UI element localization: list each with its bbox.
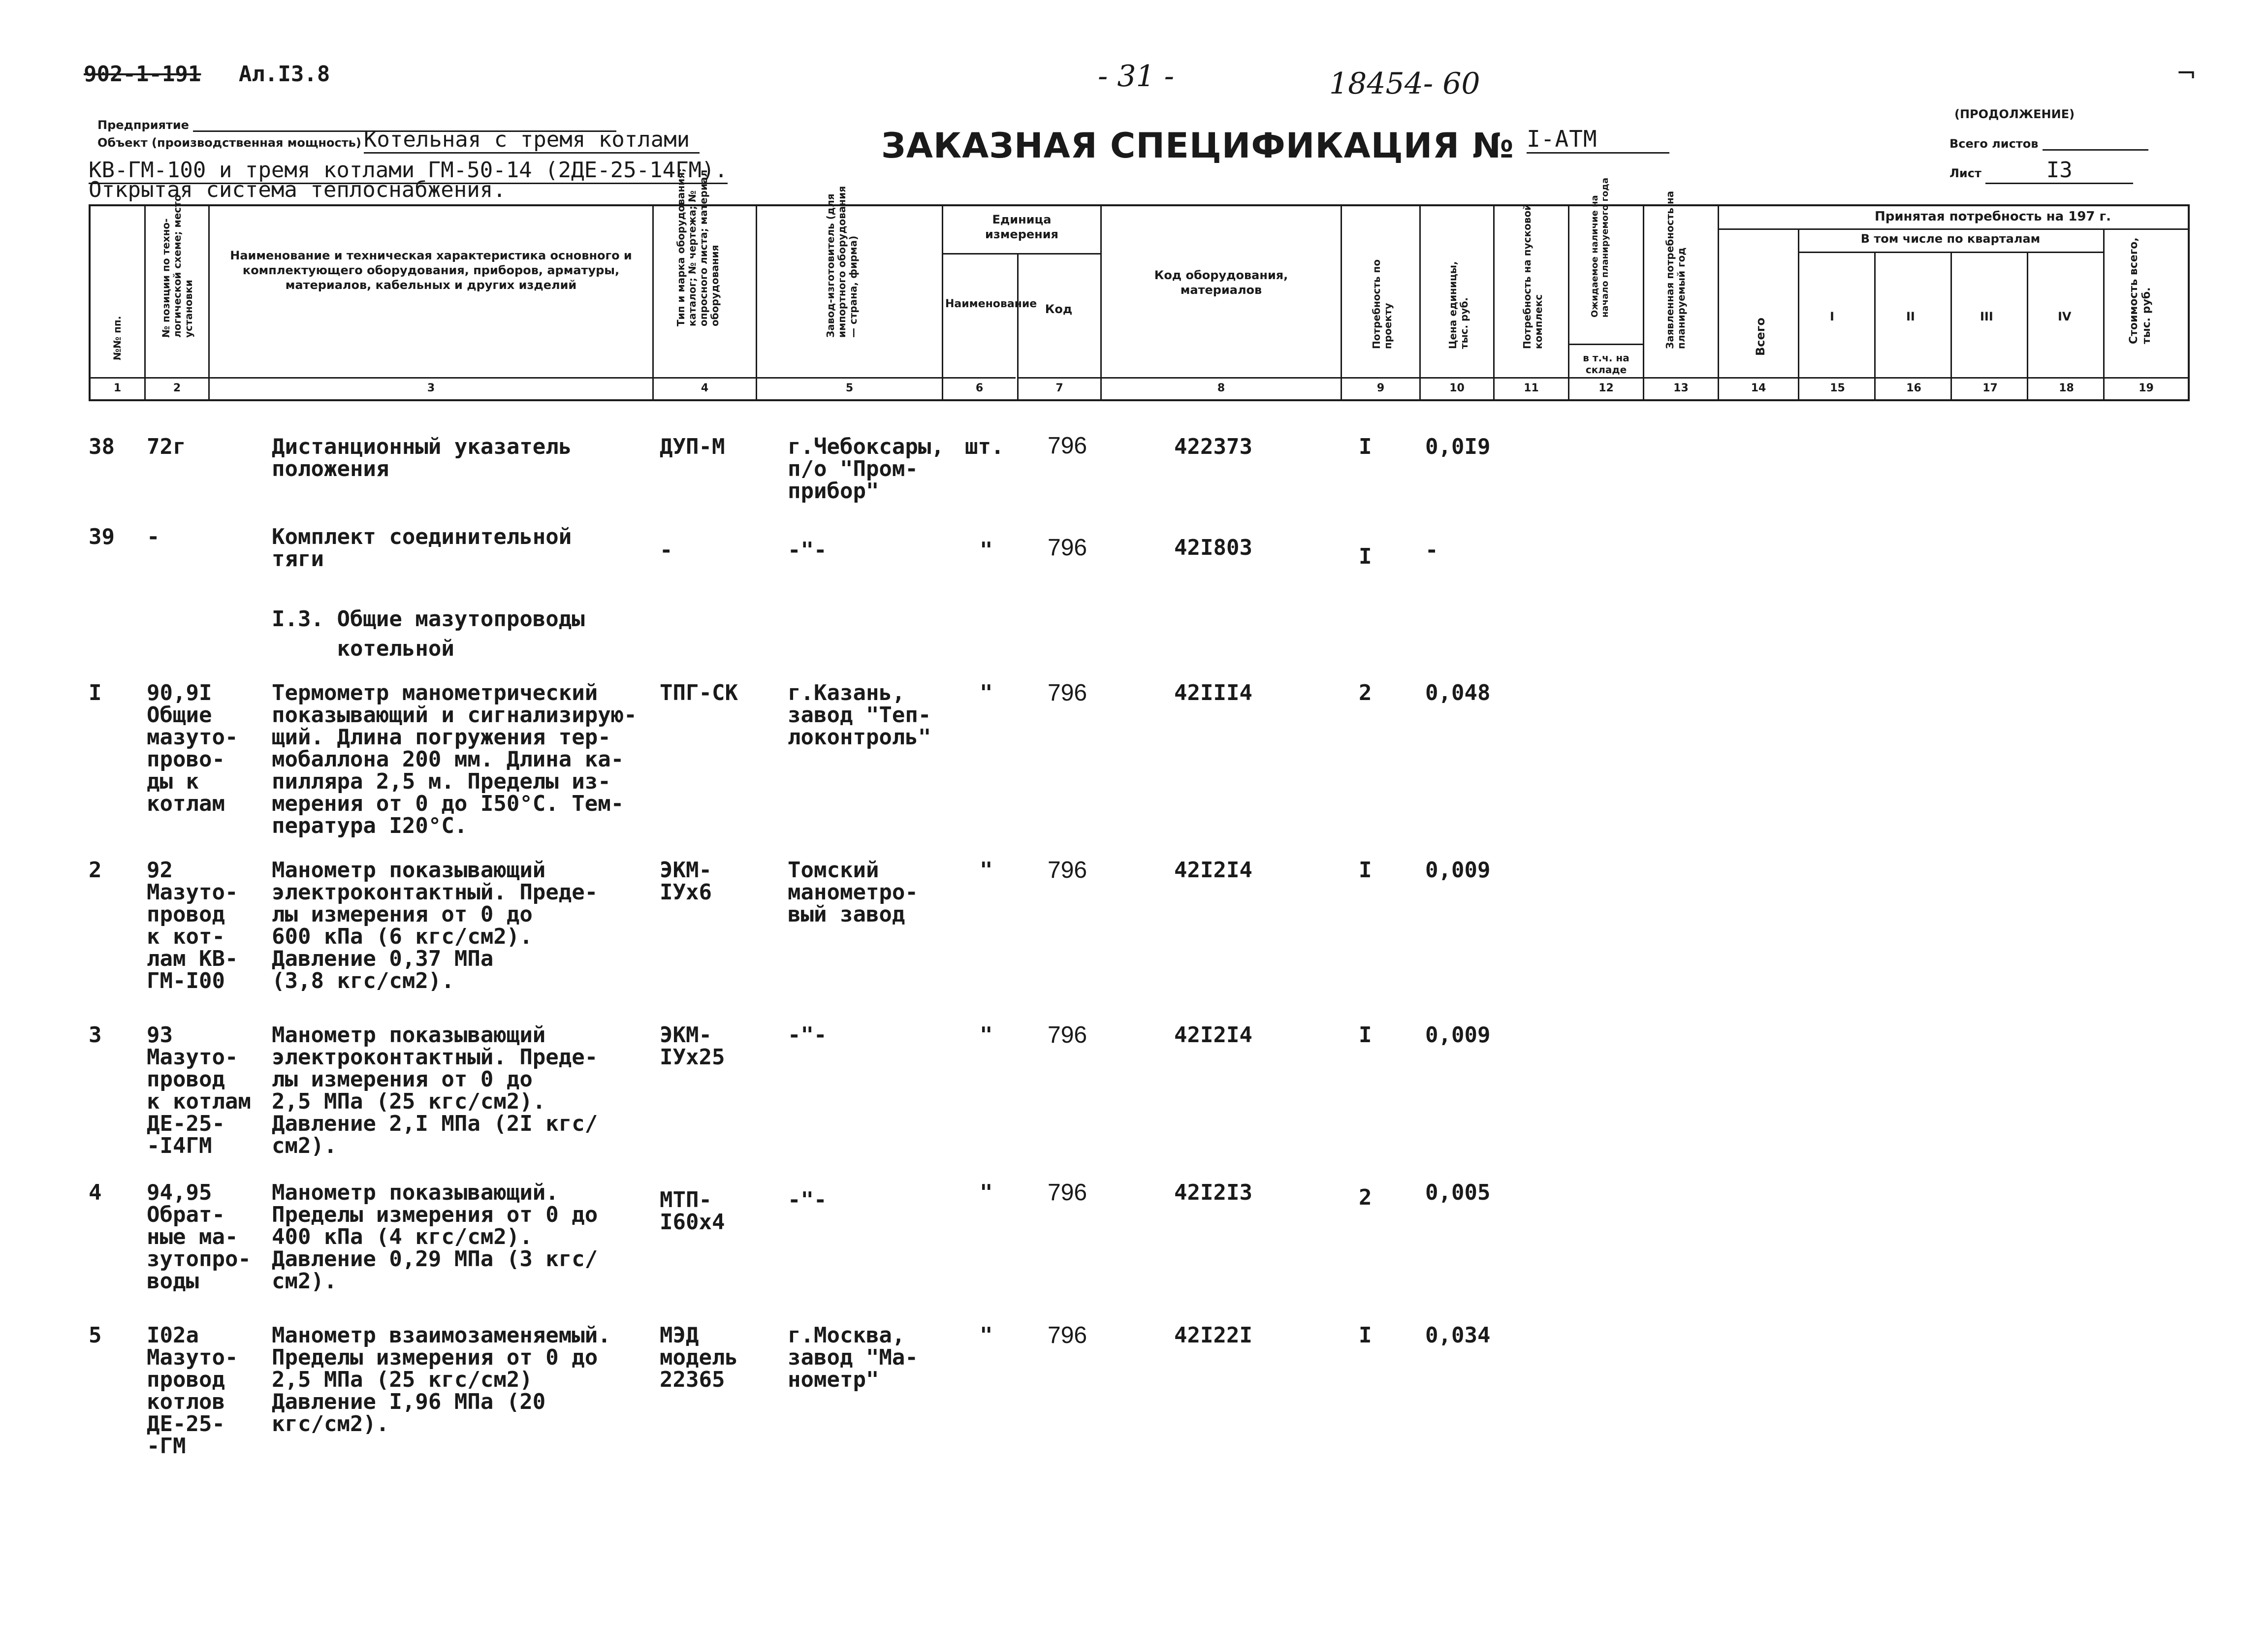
row-unit: " — [980, 1022, 993, 1048]
row-unit-code: 796 — [1048, 1022, 1087, 1048]
row-position: 72г — [147, 434, 186, 459]
row-position: 92 Мазуто- провод к кот- лам КВ- ГМ-I00 — [147, 858, 238, 993]
row-number: 38 — [89, 434, 115, 459]
continuation-label: (ПРОДОЛЖЕНИЕ) — [1954, 107, 2075, 121]
row-unit: " — [980, 680, 993, 705]
row-equipment-code: 42I2I4 — [1174, 1022, 1252, 1048]
row-number: 3 — [89, 1022, 102, 1048]
row-price: 0,034 — [1425, 1323, 1491, 1348]
row-price: 0,009 — [1425, 858, 1491, 883]
row-unit: " — [980, 1323, 993, 1348]
object-line-2: КВ-ГМ-100 и тремя котлами ГМ-50-14 (2ДЕ-25-14ГМ). — [89, 158, 728, 184]
row-maker: Томский манометро- вый завод — [788, 858, 918, 927]
col-2: № позиции по техно-логической схеме; место установки 2 — [146, 206, 210, 399]
col-10: Цена единицы, тыс. руб. 10 — [1421, 206, 1495, 399]
row-maker: -"- — [788, 1187, 827, 1213]
col-13: Заявленная потребность на планируемый год 13 — [1644, 206, 1719, 399]
col-9: Потребность по проекту 9 — [1342, 206, 1421, 399]
object-label: Объект (производственная мощность) — [97, 136, 361, 150]
col-12: Ожидаемое наличие на начало планируемого года в т.ч. на складе 12 — [1569, 206, 1644, 399]
total-sheets: Всего листов — [1949, 137, 2148, 151]
row-unit: " — [980, 538, 993, 563]
row-price: 0,009 — [1425, 1022, 1491, 1048]
row-unit-code: 796 — [1048, 535, 1087, 561]
row-type: - — [660, 538, 673, 563]
row-equipment-code: 42III4 — [1174, 680, 1252, 705]
row-position: 94,95 Обрат- ные ма- зутопро- воды — [147, 1180, 251, 1294]
row-equipment-code: 42I22I — [1174, 1323, 1252, 1348]
row-type: ТПГ-СК — [660, 680, 738, 705]
series-code: 902-1-191 — [84, 62, 201, 87]
row-price: 0,048 — [1425, 680, 1491, 705]
row-name: Комплект соединительной тяги — [272, 524, 572, 572]
col-16-label: II — [1906, 310, 1915, 323]
document-code — [84, 62, 330, 87]
row-quantity: I — [1359, 858, 1372, 883]
col-3: Наименование и техническая характеристика основного и комплектующего оборудования, приборов, арматуры, материалов, кабельных и других изделий 3 — [210, 206, 654, 399]
section-heading: I.3. Общие мазутопроводы котельной — [272, 607, 585, 661]
col-4: Тип и марка оборудования; каталог; № чертежа; № опросного листа; материал оборудования 4 — [654, 206, 757, 399]
spec-number: I-АТМ — [1527, 126, 1669, 154]
row-type: ЭКМ- IУх25 — [660, 1022, 725, 1070]
row-unit-code: 796 — [1048, 1322, 1087, 1348]
enterprise-label: Предприятие — [97, 118, 616, 132]
sheet-info: Лист I3 — [1949, 158, 2133, 184]
row-number: I — [89, 680, 102, 705]
row-equipment-code: 42I2I4 — [1174, 858, 1252, 883]
row-name: Дистанционный указатель положения — [272, 434, 572, 481]
row-name: Термометр манометрический показывающий и сигнализирую- щий. Длина погружения тер- мобаллона 200 мм. Длина ка- пилляра 2,5 м. Пределы из- мерения от 0 до I50°C. Тем- пература I20°C. — [272, 680, 637, 838]
col-18-label: IV — [2058, 310, 2072, 323]
row-name: Манометр показывающий электроконтактный. Преде- лы измерения от 0 до 600 кПа (6 кгс/см2). Давление 0,37 МПа (3,8 кгс/см2). — [272, 858, 598, 993]
row-maker: г.Москва, завод "Ма- нометр" — [788, 1323, 918, 1392]
row-unit: " — [980, 1180, 993, 1205]
row-type: МТП- I60х4 — [660, 1187, 725, 1235]
row-type: ДУП-М — [660, 434, 725, 459]
row-position: I02а Мазуто- провод котлов ДЕ-25- -ГМ — [147, 1323, 238, 1459]
col-7-label: Код — [1045, 302, 1073, 316]
row-price: - — [1425, 538, 1438, 563]
object-line-1 — [97, 127, 700, 152]
row-number: 4 — [89, 1180, 102, 1205]
row-position: - — [147, 524, 160, 549]
row-quantity: I — [1359, 1323, 1372, 1348]
col-14-label: Всего — [1754, 318, 1767, 356]
row-unit: " — [980, 858, 993, 883]
row-unit-code: 796 — [1048, 1180, 1087, 1206]
col-6-label: Наименование — [945, 298, 1037, 310]
col-19-label: Стоимость всего, тыс. руб. — [2128, 237, 2153, 344]
row-equipment-code: 422373 — [1174, 434, 1252, 459]
row-price: 0,0I9 — [1425, 434, 1491, 459]
col-11: Потребность на пусковой комплекс 11 — [1495, 206, 1569, 399]
album-code: Ал.I3.8 — [238, 62, 330, 87]
row-unit-code: 796 — [1048, 680, 1087, 706]
row-maker: -"- — [788, 538, 827, 563]
sheet-number: I3 — [1985, 158, 2133, 184]
row-quantity: 2 — [1359, 680, 1372, 705]
row-number: 5 — [89, 1323, 102, 1348]
row-unit-code: 796 — [1048, 857, 1087, 883]
handwritten-code: 18454- 60 — [1329, 66, 1480, 101]
row-unit: шт. — [965, 434, 1004, 459]
col-accepted-group: Принятая потребность на 197 г. В том числе по кварталам Всего I II III IV Стоимость всего, тыс. руб. 14 15 16 17 18 19 — [1719, 206, 2188, 399]
row-price: 0,005 — [1425, 1180, 1491, 1205]
row-name: Манометр показывающий. Пределы измерения от 0 до 400 кПа (4 кгс/см2). Давление 0,29 МПа (3 кгс/ см2). — [272, 1180, 598, 1294]
row-quantity: 2 — [1359, 1185, 1372, 1210]
row-quantity: I — [1359, 544, 1372, 569]
row-position: 93 Мазуто- провод к котлам ДЕ-25- -I4ГМ — [147, 1022, 251, 1158]
col-5: Завод-изготовитель (для импортного оборудования — страна, фирма) 5 — [757, 206, 943, 399]
row-type: ЭКМ- IУх6 — [660, 858, 712, 905]
page-number: - 31 - — [1098, 59, 1175, 94]
corner-mark: ¬ — [2176, 59, 2197, 88]
row-quantity: I — [1359, 1022, 1372, 1048]
row-unit-code: 796 — [1048, 433, 1087, 459]
row-name: Манометр показывающий электроконтактный. Преде- лы измерения от 0 до 2,5 МПа (25 кгс/см2). Давление 2,I МПа (2I кгс/ см2). — [272, 1022, 598, 1158]
col-1: №№ пп. 1 — [91, 206, 146, 399]
col-unit-group: Единица измерения Наименование Код 6 7 — [943, 206, 1102, 399]
row-equipment-code: 42I803 — [1174, 535, 1252, 560]
object-line-3: Открытая система теплоснабжения. — [89, 177, 506, 202]
row-equipment-code: 42I2I3 — [1174, 1180, 1252, 1205]
col-17-label: III — [1980, 310, 1993, 323]
row-type: МЭД модель 22365 — [660, 1323, 738, 1392]
object-value-1: Котельная с тремя котлами — [364, 127, 700, 154]
row-maker: г.Казань, завод "Теп- локонтроль" — [788, 680, 931, 750]
row-number: 2 — [89, 858, 102, 883]
row-maker: г.Чебоксары, п/о "Пром- прибор" — [788, 434, 944, 504]
col-15-label: I — [1830, 310, 1834, 323]
row-number: 39 — [89, 524, 115, 549]
row-name: Манометр взаимозаменяемый. Пределы измерения от 0 до 2,5 МПа (25 кгс/см2) Давление I,96 МПа (20 кгс/см2). — [272, 1323, 611, 1436]
row-position: 90,9I Общие мазуто- прово- ды к котлам — [147, 680, 238, 816]
row-quantity: I — [1359, 434, 1372, 459]
col-8: Код оборудования, материалов 8 — [1102, 206, 1342, 399]
page-title: ЗАКАЗНАЯ СПЕЦИФИКАЦИЯ № I-АТМ — [881, 126, 1669, 166]
row-maker: -"- — [788, 1022, 827, 1048]
